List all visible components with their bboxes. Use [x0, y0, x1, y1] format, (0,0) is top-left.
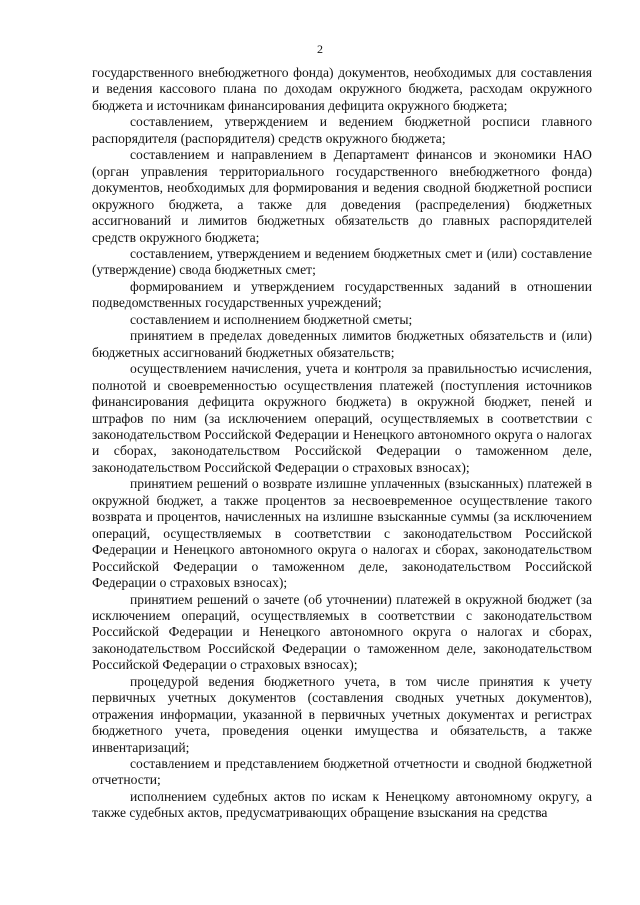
paragraph-continuation: государственного внебюджетного фонда) документов, необходимых для составления и ведения кассового плана по доходам окружного бюджета, расходам окружного бюджета и источникам финансирования дефицита окружного бюджета; — [92, 65, 592, 113]
paragraph-offset-decisions: принятием решений о зачете (об уточнении) платежей в окружной бюджет (за исключением операций, осуществляемых в соответствии с законодательством Российской Федерации и Ненецкого автономного округа о налогах и сборах, законодательством Российской Федерации о таможенном деле, законодательством Российской Федерации о страховых взносах); — [92, 591, 592, 673]
page-number: 2 — [317, 42, 323, 56]
paragraph-documents-to-department: составлением и направлением в Департамент финансов и экономики НАО (орган управления территориального государственного внебюджетного фонда) документов, необходимых для формирования и ведения сводной бюджетной росписи окружного бюджета, а также для доведения (распределения) бюджетных ассигнований и лимитов бюджетных обязательств до главных распорядителей средств окружного бюджета; — [92, 147, 592, 245]
paragraph-budget-list: составлением, утверждением и ведением бюджетной росписи главного распорядителя (распорядителя) средств окружного бюджета; — [92, 114, 592, 146]
paragraph-budget-obligations: принятием в пределах доведенных лимитов бюджетных обязательств и (или) бюджетных ассигнований бюджетных обязательств; — [92, 328, 592, 360]
paragraph-budget-accounting: процедурой ведения бюджетного учета, в том числе принятия к учету первичных учетных документов (составления сводных учетных документов), отражения информации, указанной в первичных учетных документах и регистрах бюджетного учета, проведения оценки имущества и обязательств, а также инвентаризаций; — [92, 673, 592, 755]
document-body — [92, 65, 592, 822]
paragraph-court-acts: исполнением судебных актов по искам к Ненецкому автономному округу, а также судебных актов, предусматривающих обращение взыскания на средства — [92, 788, 592, 821]
paragraph-payments-accounting: осуществлением начисления, учета и контроля за правильностью исчисления, полнотой и своевременностью осуществления платежей (поступления источников финансирования дефицита окружного бюджета) в окружной бюджет, пеней и штрафов по ним (за исключением операций, осуществляемых в соответствии с законодательством Российской Федерации и Ненецкого автономного округа о налогах и сборах, законодательством Российской Федерации о таможенном деле, законодательством Российской Федерации о страховых взносах); — [92, 361, 592, 475]
paragraph-budget-reporting: составлением и представлением бюджетной отчетности и сводной бюджетной отчетности; — [92, 756, 592, 788]
paragraph-estimate-execution: составлением и исполнением бюджетной сметы; — [130, 311, 413, 327]
paragraph-refund-decisions: принятием решений о возврате излишне уплаченных (взысканных) платежей в окружной бюджет, а также процентов за несвоевременное осуществление такого возврата и процентов, начисленных на излишне взысканные суммы (за исключением операций, осуществляемых в соответствии с законодательством Российской Федерации и Ненецкого автономного округа о налогах и сборах, законодательством Российской Федерации о таможенном деле, законодательством Российской Федерации о страховых взносах); — [92, 476, 592, 591]
paragraph-state-assignments: формированием и утверждением государственных заданий в отношении подведомственных государственных учреждений; — [92, 278, 592, 311]
paragraph-budget-estimates: составлением, утверждением и ведением бюджетных смет и (или) составление (утверждение) свода бюджетных смет; — [92, 245, 592, 278]
